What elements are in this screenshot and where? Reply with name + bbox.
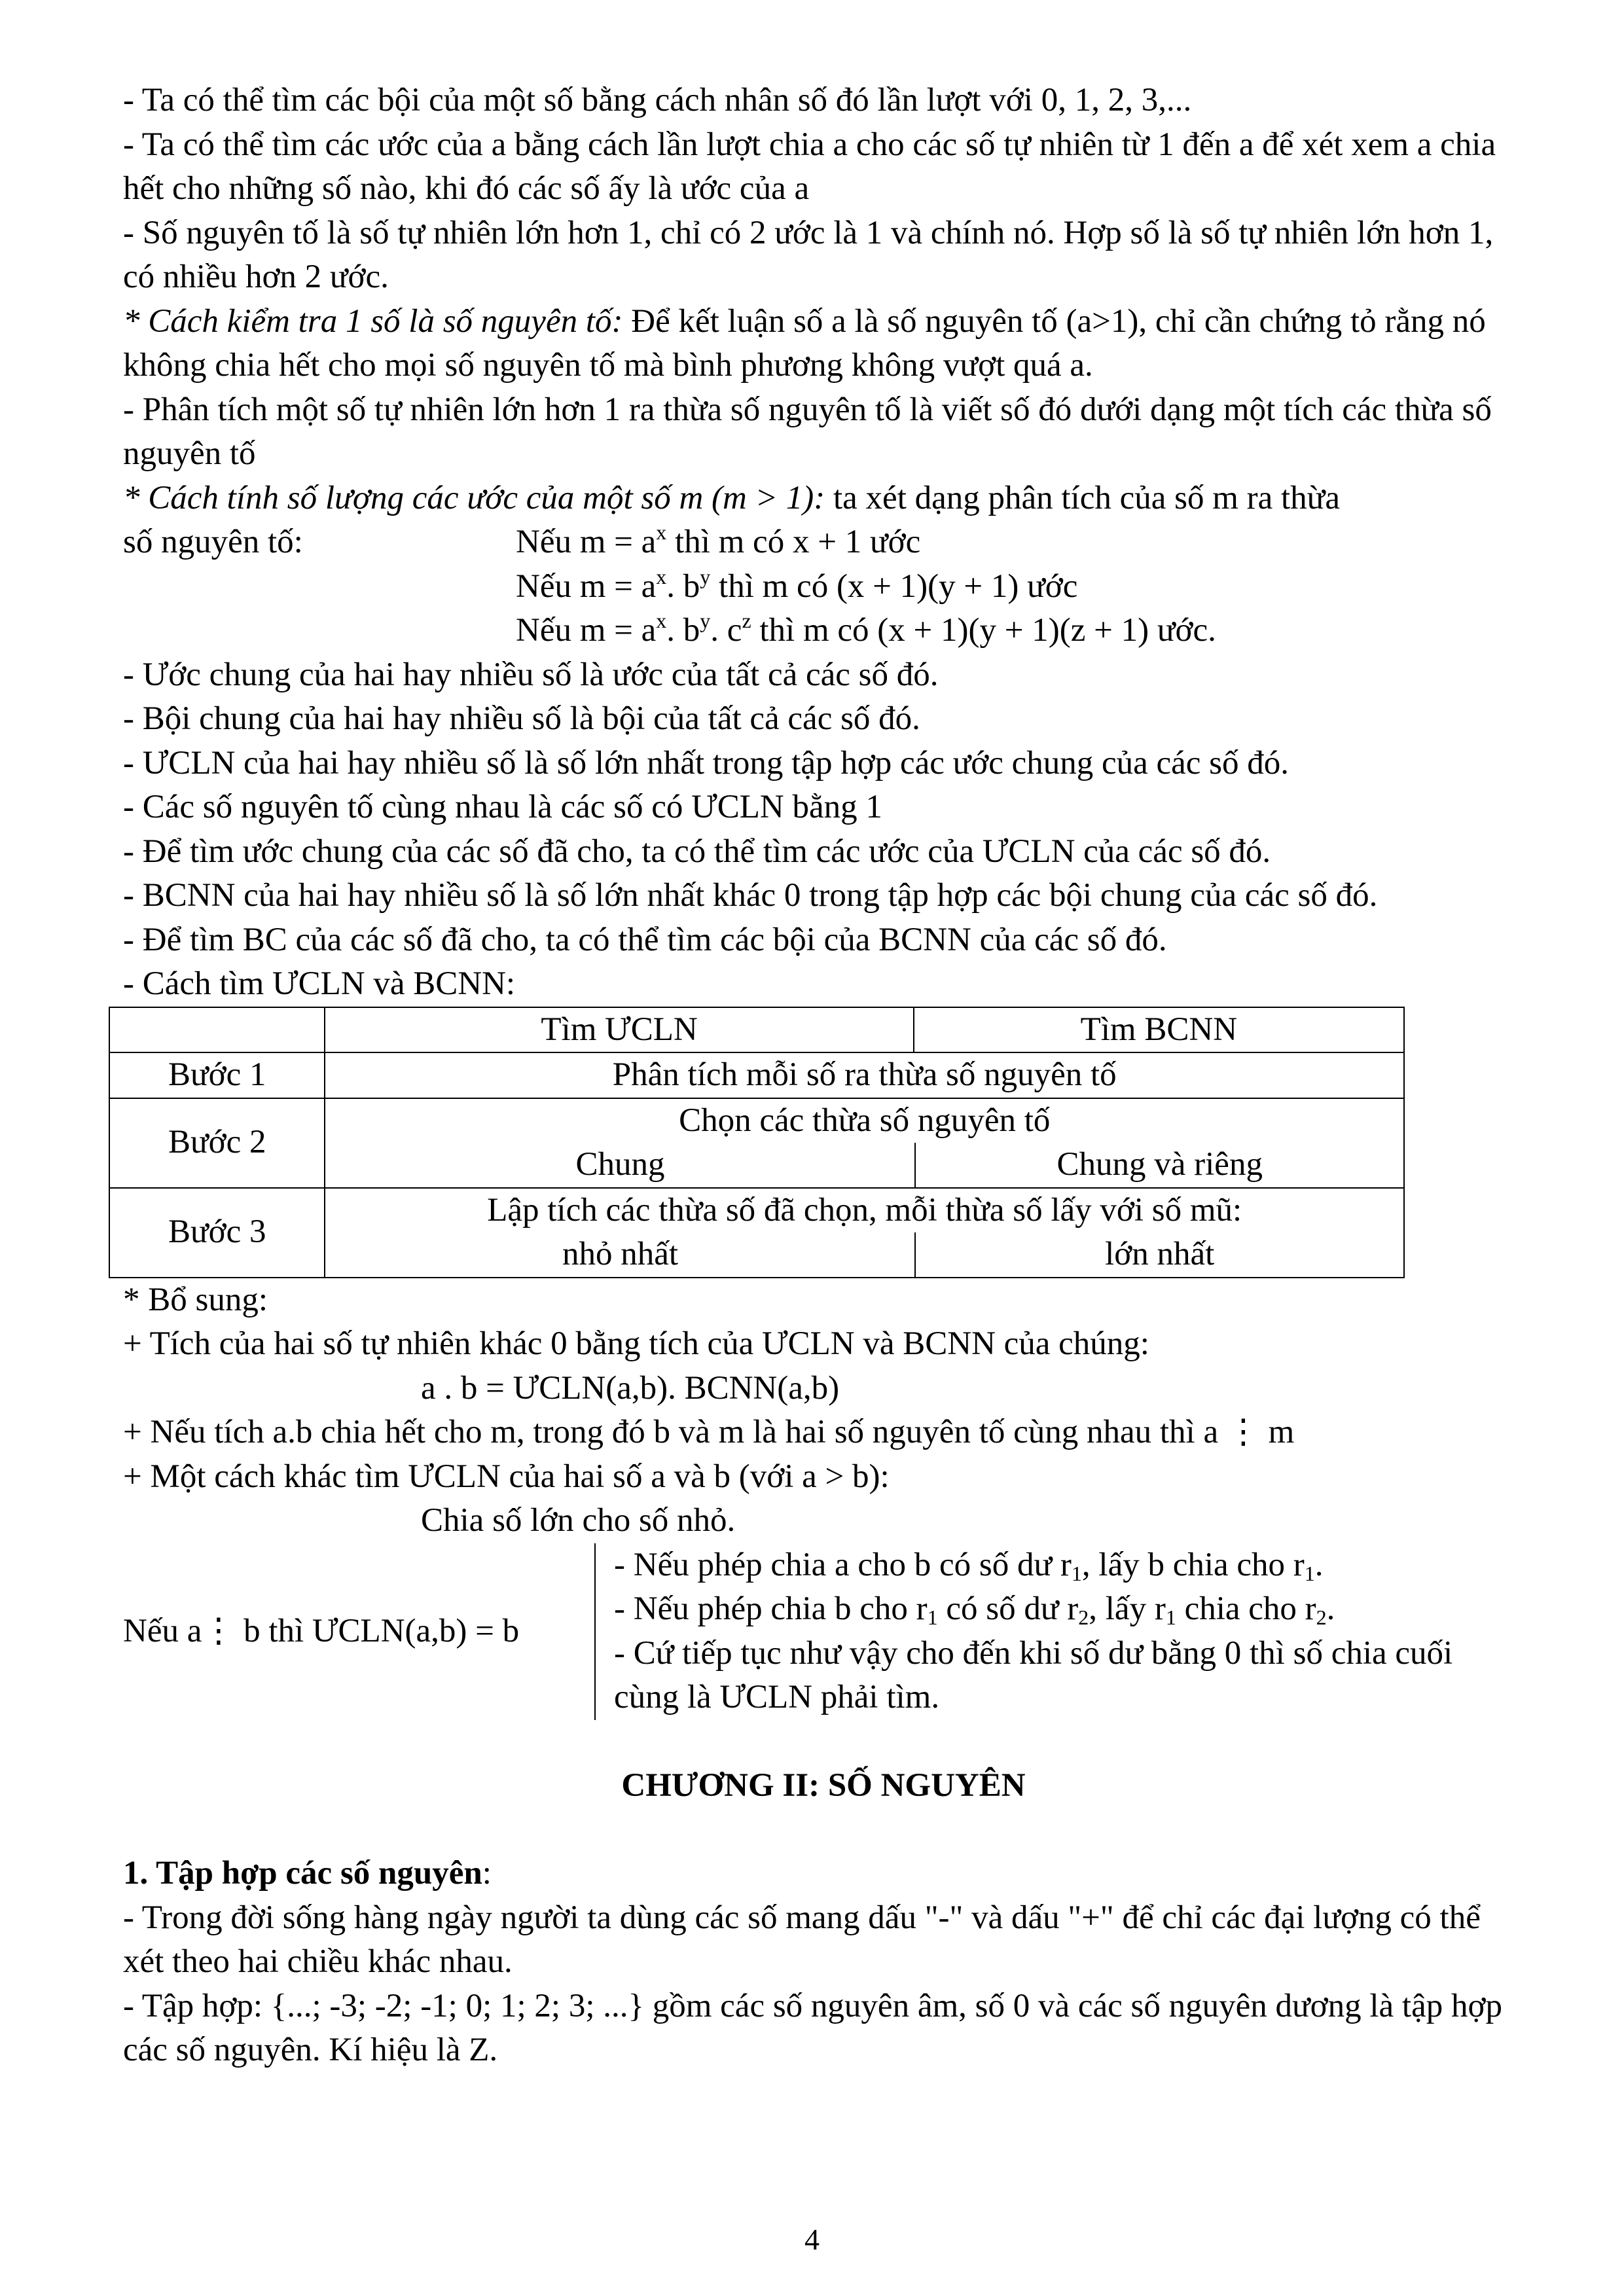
formula-text: Nếu m = a xyxy=(516,567,657,605)
table-row xyxy=(109,1098,1404,1188)
italic-lead: * Cách kiểm tra 1 số là số nguyên tố: xyxy=(123,302,623,340)
section-colon: : xyxy=(482,1855,492,1892)
table-cell xyxy=(109,1007,325,1053)
exponent: y xyxy=(700,609,711,632)
text-line: - Bội chung của hai hay nhiều số là bội của tất cả các số đó. xyxy=(123,700,920,737)
step-split xyxy=(325,1232,1403,1277)
step-lcm: lớn nhất xyxy=(1105,1236,1215,1272)
step-lcm: Chung và riêng xyxy=(1056,1146,1263,1183)
formula-text: thì m có (x + 1)(y + 1)(z + 1) ước. xyxy=(751,612,1216,649)
step-label: Bước 1 xyxy=(109,1052,325,1098)
subscript: 1 xyxy=(1165,1605,1176,1629)
table-header-gcd: Tìm ƯCLN xyxy=(325,1007,913,1053)
table-row xyxy=(109,1188,1404,1278)
euclid-steps xyxy=(594,1543,1465,1720)
section-title: 1. Tập hợp các số nguyên xyxy=(123,1855,482,1892)
text-span: có số dư r xyxy=(937,1590,1079,1627)
text-line: * Bổ sung: xyxy=(123,1281,268,1318)
italic-lead: * Cách tính số lượng các ước của một số m (m > 1): xyxy=(123,479,825,516)
formula-line xyxy=(123,520,1524,565)
step-gcd: nhỏ nhất xyxy=(325,1232,916,1277)
subscript: 2 xyxy=(1078,1605,1089,1629)
formula-line xyxy=(123,565,1524,609)
text-span: . xyxy=(1326,1590,1335,1627)
formula-line: a . b = ƯCLN(a,b). BCNN(a,b) xyxy=(421,1369,840,1407)
text-line: - BCNN của hai hay nhiều số là số lớn nhất khác 0 trong tập hợp các bội chung của các số đó. xyxy=(123,877,1378,914)
formula-text: Nếu m = a xyxy=(516,612,657,649)
formula-text: thì m có x + 1 ước xyxy=(666,524,921,560)
step-split xyxy=(325,1143,1403,1187)
exponent: y xyxy=(700,564,711,588)
step-text: Chọn các thừa số nguyên tố xyxy=(679,1102,1051,1139)
text-line: - Để tìm ước chung của các số đã cho, ta có thể tìm các ước của ƯCLN của các số đó. xyxy=(123,833,1271,870)
text-span: . xyxy=(1314,1546,1324,1583)
text-line: - ƯCLN của hai hay nhiều số là số lớn nhất trong tập hợp các ước chung của các số đó. xyxy=(123,744,1290,781)
formula-line xyxy=(123,609,1524,653)
document-page xyxy=(123,79,1524,2073)
formula-text: . c xyxy=(710,612,742,649)
text-span: - Nếu phép chia b cho r xyxy=(614,1590,928,1627)
text-line: - Để tìm BC của các số đã cho, ta có thể tìm các bội của BCNN của các số đó. xyxy=(123,921,1167,958)
text-line: - Tập hợp: {...; -3; -2; -1; 0; 1; 2; 3; ...} gồm các số nguyên âm, số 0 và các số nguyên dương là tập hợp các số nguyên. Kí hiệu là Z. xyxy=(123,1987,1502,2068)
euclid-step xyxy=(614,1587,1465,1632)
text-span: ta xét dạng phân tích của số m ra thừa xyxy=(825,479,1340,516)
text-line: + Tích của hai số tự nhiên khác 0 bằng tích của ƯCLN và BCNN của chúng: xyxy=(123,1325,1149,1362)
text-span: , lấy b chia cho r xyxy=(1081,1546,1305,1583)
table-header-row xyxy=(109,1007,1404,1053)
formula-text: . b xyxy=(666,567,700,605)
section-heading xyxy=(123,1852,1524,1896)
euclid-step xyxy=(614,1543,1465,1588)
exponent: z xyxy=(742,609,751,632)
condition-text: Nếu a⋮ b thì ƯCLN(a,b) = b xyxy=(123,1612,520,1649)
text-line: - Cách tìm ƯCLN và BCNN: xyxy=(123,965,516,1002)
step-label: Bước 2 xyxy=(109,1098,325,1188)
text-line: Chia số lớn cho số nhỏ. xyxy=(421,1502,736,1539)
chapter-title: CHƯƠNG II: SỐ NGUYÊN xyxy=(621,1767,1026,1804)
formula-label: số nguyên tố: xyxy=(123,524,303,560)
formula-text: Nếu m = a xyxy=(516,524,657,560)
text-line: - Trong đời sống hàng ngày người ta dùng các số mang dấu "-" và dấu "+" để chỉ các đại lượng có thể xét theo hai chiều khác nhau. xyxy=(123,1899,1481,1980)
page-number: 4 xyxy=(804,2223,820,2256)
step-text: Phân tích mỗi số ra thừa số nguyên tố xyxy=(325,1052,1404,1098)
text-line: + Nếu tích a.b chia hết cho m, trong đó b và m là hai số nguyên tố cùng nhau thì a ⋮ m xyxy=(123,1414,1295,1450)
step-label: Bước 3 xyxy=(109,1188,325,1278)
subscript: 2 xyxy=(1316,1605,1327,1629)
table-header-lcm: Tìm BCNN xyxy=(914,1007,1404,1053)
text-span: , lấy r xyxy=(1089,1590,1166,1627)
text-line: - Ước chung của hai hay nhiều số là ước của tất cả các số đó. xyxy=(123,656,939,693)
text-line: - Ta có thể tìm các bội của một số bằng cách nhân số đó lần lượt với 0, 1, 2, 3,... xyxy=(123,82,1192,118)
step-gcd: Chung xyxy=(325,1143,916,1187)
text-span: Để kết luận số a là số nguyên tố (a>1), chỉ cần chứng tỏ rằng nó không chia hết cho mọi số nguyên tố mà bình phương không vượt quá a. xyxy=(123,302,1486,384)
subscript: 1 xyxy=(927,1605,938,1629)
table-row xyxy=(109,1052,1404,1098)
text-line xyxy=(123,476,1524,521)
exponent: x xyxy=(656,609,667,632)
euclid-condition xyxy=(123,1543,594,1720)
gcd-lcm-table xyxy=(109,1007,1405,1278)
text-span: - Nếu phép chia a cho b có số dư r xyxy=(614,1546,1072,1583)
euclid-block xyxy=(123,1543,1524,1720)
step-cell xyxy=(325,1188,1404,1278)
text-span: chia cho r xyxy=(1176,1590,1316,1627)
subscript: 1 xyxy=(1071,1561,1082,1585)
text-line: - Số nguyên tố là số tự nhiên lớn hơn 1, chỉ có 2 ước là 1 và chính nó. Hợp số là số tự nhiên lớn hơn 1, có nhiều hơn 2 ước. xyxy=(123,214,1494,295)
text-line: + Một cách khác tìm ƯCLN của hai số a và b (với a > b): xyxy=(123,1458,890,1495)
exponent: x xyxy=(656,520,667,544)
text-line: - Ta có thể tìm các ước của a bằng cách lần lượt chia a cho các số tự nhiên từ 1 đến a để xét xem a chia hết cho những số nào, khi đó các số ấy là ước của a xyxy=(123,126,1496,207)
formula-text: thì m có (x + 1)(y + 1) ước xyxy=(710,567,1078,605)
text-line: - Các số nguyên tố cùng nhau là các số có ƯCLN bằng 1 xyxy=(123,789,882,825)
euclid-step: - Cứ tiếp tục như vậy cho đến khi số dư bằng 0 thì số chia cuối cùng là ƯCLN phải tìm. xyxy=(614,1634,1453,1715)
text-line: - Phân tích một số tự nhiên lớn hơn 1 ra thừa số nguyên tố là viết số đó dưới dạng một tích các thừa số nguyên tố xyxy=(123,391,1492,472)
text-line xyxy=(123,300,1524,388)
formula-text: . b xyxy=(666,612,700,649)
exponent: x xyxy=(656,564,667,588)
step-text: Lập tích các thừa số đã chọn, mỗi thừa số lấy với số mũ: xyxy=(487,1191,1242,1229)
step-cell xyxy=(325,1098,1404,1188)
subscript: 1 xyxy=(1304,1561,1315,1585)
